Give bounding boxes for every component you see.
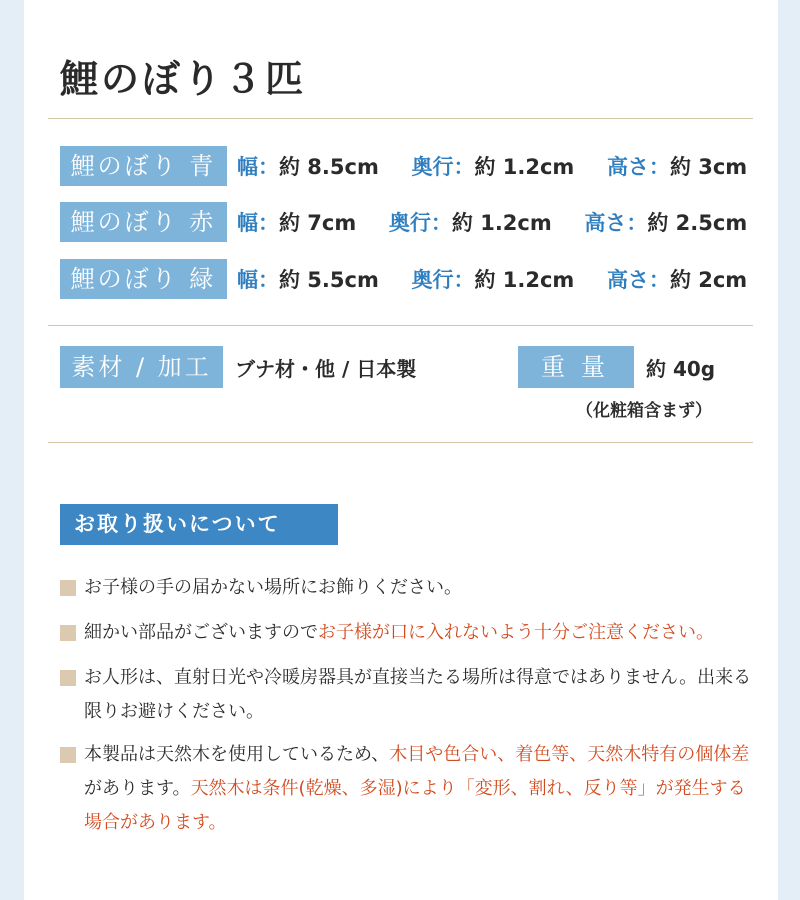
weight-badge: 重量 <box>518 346 634 388</box>
dimension-row-green <box>60 259 747 299</box>
care-warning-text: お子様が口に入れないよう十分ご注意ください。 <box>318 622 714 643</box>
divider <box>48 118 753 119</box>
height-label: 高さ： <box>606 268 670 292</box>
product-name-badge: 鯉のぼり 青 <box>60 146 227 186</box>
material-value: ブナ材・他 / 日本製 <box>235 356 417 381</box>
care-text: があります。 <box>84 778 191 799</box>
care-item <box>60 738 760 840</box>
depth-label: 奥行： <box>411 155 475 179</box>
care-warning-text: 木目や色合い、着色等、天然木特有の個体差 <box>389 744 750 765</box>
height-label: 高さ： <box>584 211 648 235</box>
height-label: 高さ： <box>606 155 670 179</box>
width-value: 約 8.5cm <box>279 155 379 179</box>
care-text: 細かい部品がございますので <box>84 622 318 643</box>
depth-label: 奥行： <box>411 268 475 292</box>
square-bullet-icon <box>60 580 76 596</box>
dimension-specs <box>237 264 747 294</box>
dimension-specs <box>237 207 747 237</box>
care-text: 本製品は天然木を使用しているため、 <box>84 744 390 765</box>
depth-value: 約 1.2cm <box>451 211 552 235</box>
depth-value: 約 1.2cm <box>474 155 575 179</box>
width-label: 幅： <box>237 211 279 235</box>
divider <box>48 442 753 443</box>
depth-value: 約 1.2cm <box>474 268 575 292</box>
care-item <box>60 616 760 650</box>
height-value: 約 2.5cm <box>647 211 748 235</box>
width-value: 約 7cm <box>279 211 357 235</box>
divider <box>48 325 753 326</box>
care-item <box>60 571 760 605</box>
care-heading: お取り扱いについて <box>60 504 338 545</box>
page-title: 鯉のぼり３匹 <box>60 57 307 101</box>
weight-row <box>518 346 715 388</box>
dimension-row-blue <box>60 146 747 186</box>
weight-note: （化粧箱含まず） <box>576 401 712 421</box>
dimension-specs <box>237 151 747 181</box>
width-label: 幅： <box>237 268 279 292</box>
care-text: お子様の手の届かない場所にお飾りください。 <box>84 577 462 598</box>
material-badge: 素材 / 加工 <box>60 346 223 388</box>
square-bullet-icon <box>60 747 76 763</box>
depth-label: 奥行： <box>388 211 452 235</box>
square-bullet-icon <box>60 625 76 641</box>
square-bullet-icon <box>60 670 76 686</box>
height-value: 約 2cm <box>669 268 748 292</box>
dimension-row-red <box>60 202 747 242</box>
width-value: 約 5.5cm <box>279 268 379 292</box>
care-item <box>60 661 760 729</box>
width-label: 幅： <box>237 155 279 179</box>
material-row <box>60 346 416 388</box>
care-text: お人形は、直射日光や冷暖房器具が直接当たる場所は得意ではありません。出来る限りお避けください。 <box>84 667 752 722</box>
care-warning-text: 天然木は条件(乾燥、多湿)により「変形、割れ、反り等」が発生する場合があります。 <box>84 778 746 833</box>
product-name-badge: 鯉のぼり 赤 <box>60 202 227 242</box>
height-value: 約 3cm <box>669 155 748 179</box>
weight-value: 約 40g <box>646 356 716 381</box>
product-info-panel <box>24 0 778 900</box>
product-name-badge: 鯉のぼり 緑 <box>60 259 227 299</box>
